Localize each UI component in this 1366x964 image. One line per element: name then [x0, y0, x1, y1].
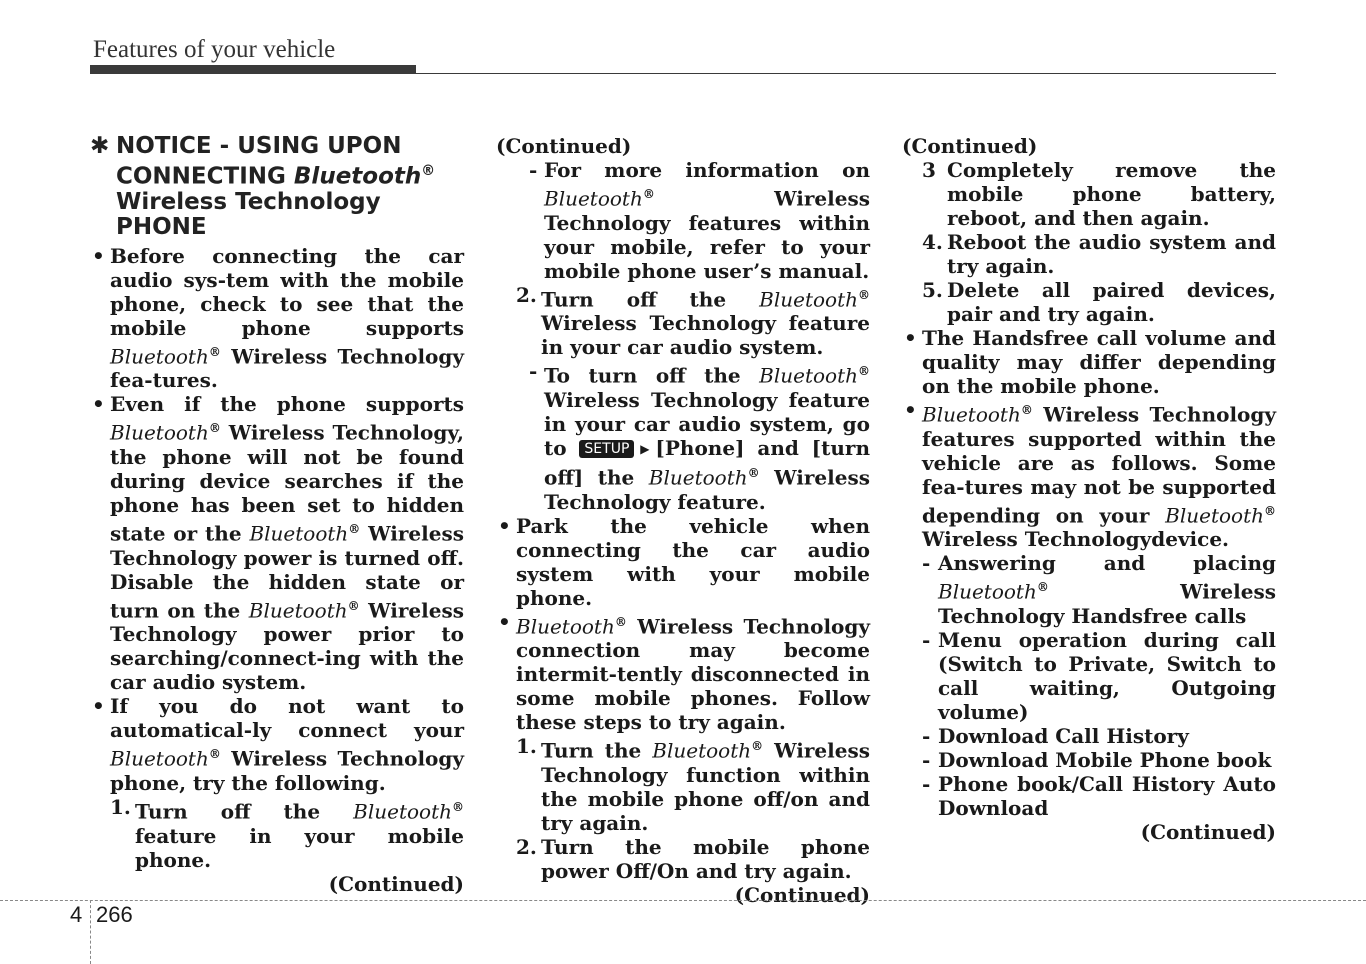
bullet-park-vehicle: • Park the vehicle when connecting the car audio system with your mobile phone. — [496, 514, 870, 610]
continued-label: (Continued) — [902, 134, 1038, 158]
column-2 — [496, 134, 870, 907]
notice-heading — [90, 134, 464, 240]
step-2: 2. Turn off the Bluetooth® Wireless Technology feature in your car audio system. — [516, 282, 870, 360]
footer-section-number: 4 — [70, 902, 83, 927]
feature-call-history: - Download Call History — [922, 723, 1189, 748]
bullet-intermittent: • Bluetooth® Wireless Technology connection may become intermit-tently disconnected in some mobile phones. Follow these steps to try again. — [496, 610, 870, 735]
continued-label: (Continued) — [734, 882, 870, 907]
header-bar — [90, 65, 416, 74]
notice-title-line1: NOTICE - USING UPON — [116, 133, 402, 159]
try-step-1: 1. Turn the Bluetooth® Wireless Technology function within the mobile phone off/on and try again. — [516, 734, 870, 835]
notice-title-line3: Wireless Technology PHONE — [116, 188, 381, 240]
footer-page-number: 266 — [96, 902, 133, 927]
bullet-auto-connect: • If you do not want to automatical-ly connect your Bluetooth® Wireless Technology phone, try the following. — [90, 694, 464, 795]
bullet-call-volume: • The Handsfree call volume and quality may differ depending on the mobile phone. — [902, 326, 1276, 398]
try-step-3: 3 Completely remove the mobile phone battery, reboot, and then again. — [922, 158, 1276, 230]
continued-label: (Continued) — [496, 134, 632, 158]
feature-auto-download: - Phone book/Call History Auto Download — [922, 771, 1276, 820]
setup-button-icon: SETUP — [579, 440, 634, 458]
try-step-2: 2. Turn the mobile phone power Off/On and try again. — [516, 834, 870, 883]
dash-more-info: - For more information on Bluetooth® Wireless Technology features within your mobile, refer to your mobile phone user’s manual. — [529, 158, 870, 283]
dash-turn-off: - To turn off the Bluetooth® Wireless Technology feature in your car audio system, go to SETUP ▶[Phone] and [turn off] the Bluetooth® Wireless Technology feature. — [529, 359, 871, 514]
feature-phone-book: - Download Mobile Phone book — [922, 747, 1272, 772]
try-step-5: 5. Delete all paired devices, pair and try again. — [922, 278, 1276, 326]
bullet-before-connecting: • Before connecting the car audio sys-tem with the mobile phone, check to see that the mobile phone supports Bluetooth® Wireless Technology fea-tures. — [90, 244, 464, 393]
column-1 — [90, 134, 464, 896]
try-step-4: 4. Reboot the audio system and try again. — [922, 230, 1276, 278]
footer-divider — [90, 900, 91, 964]
notice-title-bt: Bluetooth — [293, 163, 422, 190]
arrow-right-icon: ▶ — [634, 441, 656, 456]
feature-menu-operation: - Menu operation during call (Switch to Private, Switch to call waiting, Outgoing volume) — [922, 627, 1276, 724]
bullet-supported-features: • Bluetooth® Wireless Technology features supported within the vehicle are as follows. Some fea-tures may not be supported depending on your Bluetooth® Wireless Technologydevice. — [902, 398, 1276, 551]
notice-title-line2: CONNECTING — [116, 163, 294, 190]
bullet-hidden-state: • Even if the phone supports Bluetooth® Wireless Technology, the phone will not be found during device searches if the phone has been set to hidden state or the Bluetooth® Wireless Technology power is turned off. Disable the hidden state or turn on the Bluetooth® Wireless Technology power prior to searching/connect-ing with the car audio system. — [90, 392, 464, 694]
notice-star-icon: ✱ — [90, 133, 110, 159]
step-1: 1. Turn off the Bluetooth® feature in your mobile phone. — [110, 794, 464, 872]
header-rule — [416, 73, 1276, 74]
continued-label: (Continued) — [328, 871, 464, 896]
column-3 — [902, 134, 1276, 844]
continued-label: (Continued) — [1140, 819, 1276, 844]
feature-answering: - Answering and placing Bluetooth® Wireless Technology Handsfree calls — [922, 551, 1276, 628]
footer-rule — [0, 900, 1366, 901]
page-header-title: Features of your vehicle — [93, 36, 336, 63]
reg-mark: ® — [421, 163, 436, 179]
